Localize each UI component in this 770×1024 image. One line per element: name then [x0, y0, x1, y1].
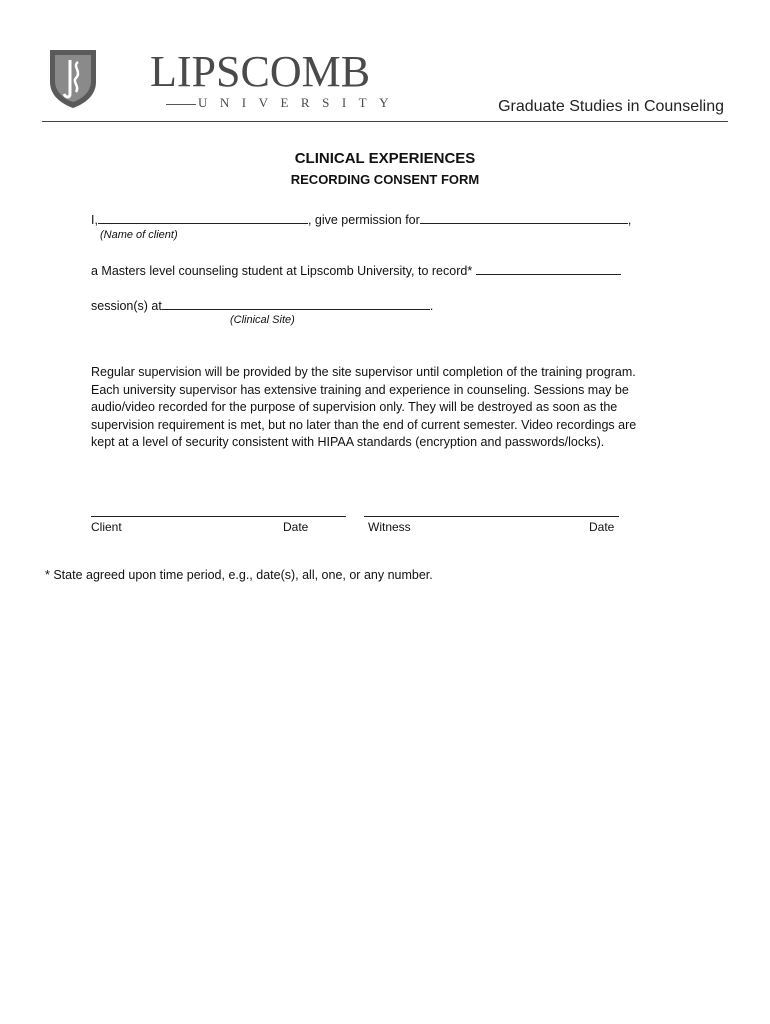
- permission-prefix: I,: [91, 213, 98, 227]
- university-logo: [48, 47, 401, 114]
- session-prefix: session(s) at: [91, 299, 162, 313]
- record-period-field[interactable]: [476, 262, 621, 275]
- witness-signature-line[interactable]: [364, 516, 619, 517]
- footnote: * State agreed upon time period, e.g., date(s), all, one, or any number.: [45, 568, 433, 582]
- clinical-site-field[interactable]: [162, 297, 430, 310]
- header-divider: [42, 121, 728, 122]
- witness-label: Witness: [368, 520, 411, 534]
- logo-subtitle: UNIVERSITY: [198, 95, 401, 110]
- permission-middle: , give permission for: [307, 213, 420, 227]
- permission-line: [91, 211, 631, 228]
- student-name-field[interactable]: [420, 211, 628, 224]
- witness-date-label: Date: [589, 520, 615, 534]
- shield-crest-icon: [48, 48, 98, 110]
- client-name-caption: (Name of client): [100, 229, 178, 241]
- client-date-label: Date: [283, 520, 309, 534]
- client-label: Client: [91, 520, 122, 534]
- client-signature-line[interactable]: [91, 516, 346, 517]
- logo-wordmark: LIPSCOMB: [150, 47, 371, 96]
- department-title: Graduate Studies in Counseling: [498, 98, 724, 115]
- logo-rule: [166, 104, 196, 105]
- record-line: [91, 262, 621, 279]
- session-suffix: .: [429, 299, 434, 313]
- form-subtitle: RECORDING CONSENT FORM: [290, 172, 480, 187]
- permission-suffix: ,: [627, 213, 632, 227]
- client-name-field[interactable]: [98, 211, 308, 224]
- form-title: CLINICAL EXPERIENCES: [294, 150, 476, 167]
- clinical-site-caption: (Clinical Site): [230, 314, 295, 326]
- supervision-paragraph: Regular supervision will be provided by the site supervisor until completion of the training program. Each university supervisor has extensive training and experience in counseling. Sessions may be audio/video recorded for the purpose of supervision only. They will be destroyed as soon as the supervision requirement is met, but no later than the end of current semester. Video recordings are kept at a level of security consistent with HIPAA standards (encryption and passwords/locks).: [91, 365, 637, 450]
- session-line: [91, 297, 433, 314]
- record-text: a Masters level counseling student at Lipscomb University, to record*: [91, 264, 473, 278]
